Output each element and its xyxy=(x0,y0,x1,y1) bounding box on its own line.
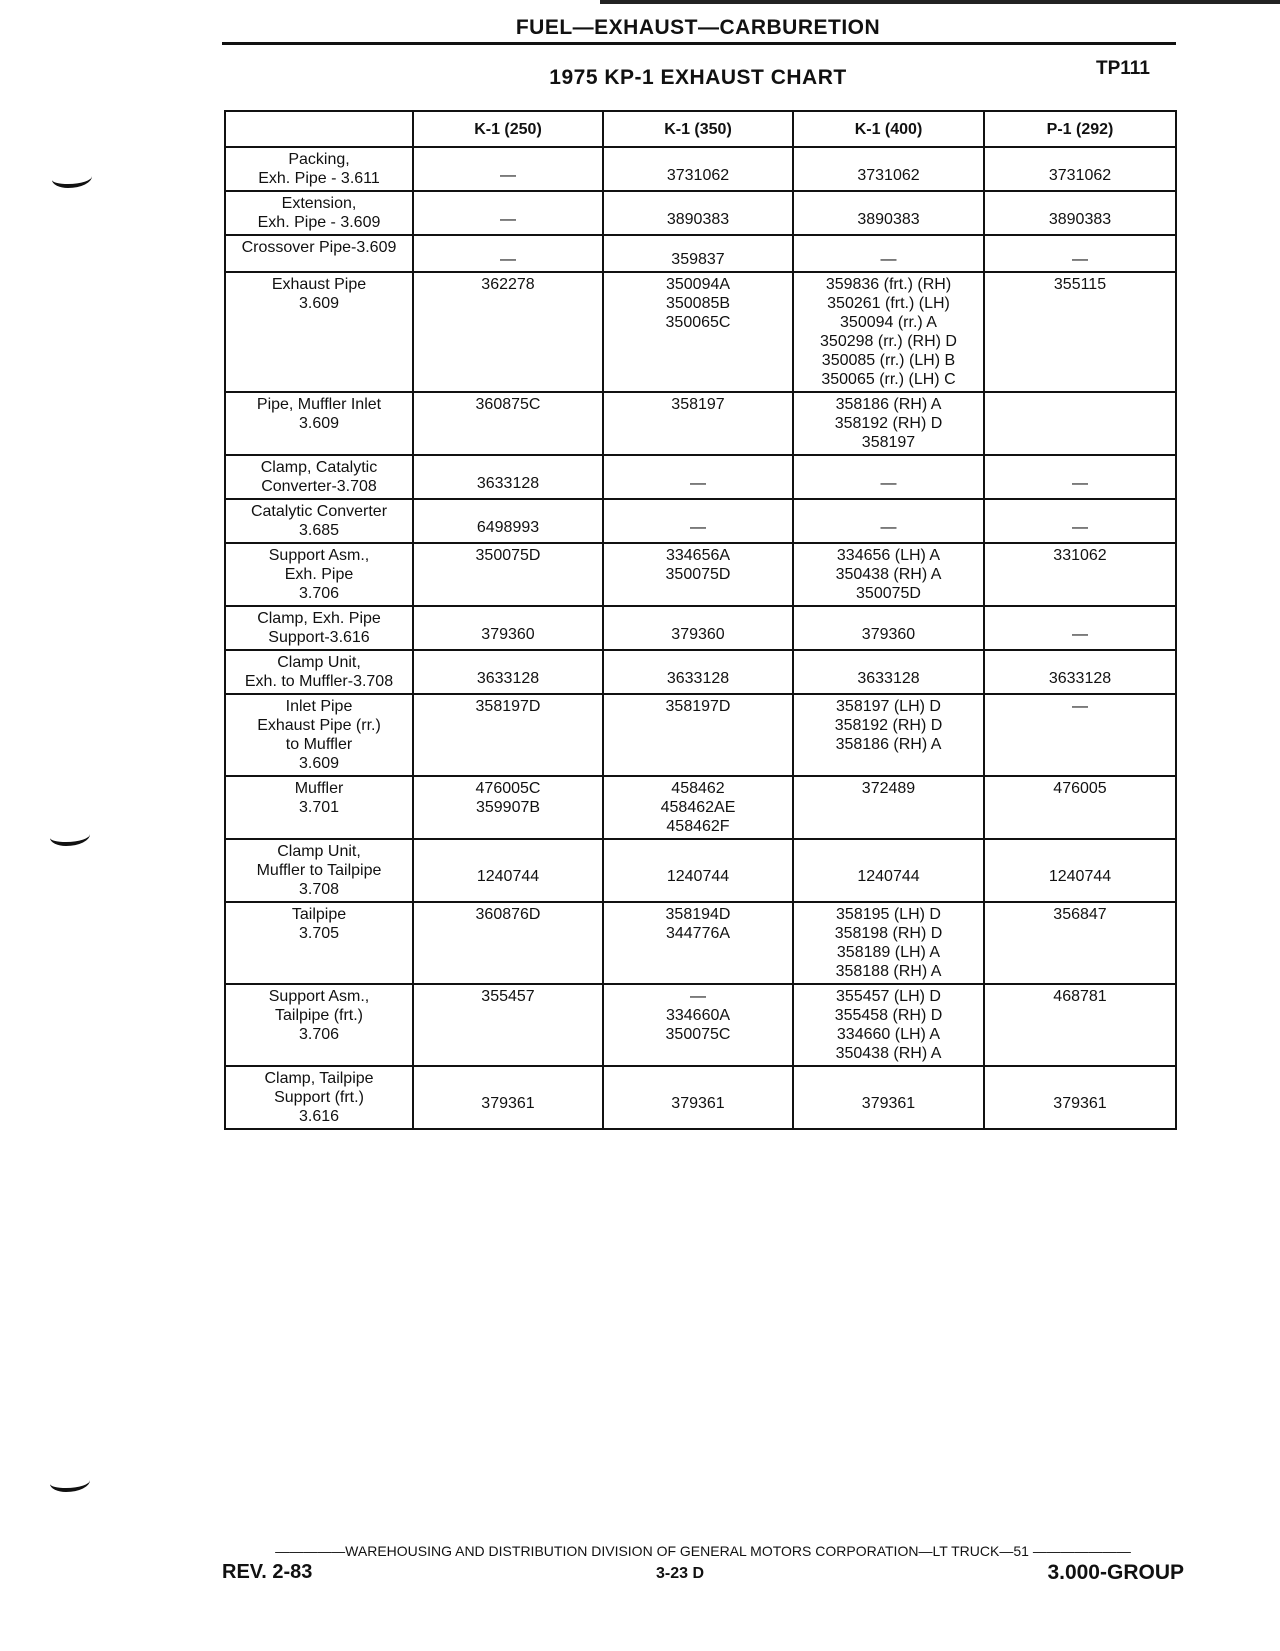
part-number-cell: 358195 (LH) D 358198 (RH) D 358189 (LH) A 358188 (RH) A xyxy=(793,902,984,984)
part-number-cell: 1240744 xyxy=(413,839,603,902)
footer-division-line: —————WAREHOUSING AND DISTRIBUTION DIVISION OF GENERAL MOTORS CORPORATION—LT TRUCK—51 ——————— xyxy=(275,1543,1131,1559)
part-number-cell: — xyxy=(413,147,603,191)
chart-title: 1975 KP-1 EXHAUST CHART xyxy=(549,66,847,89)
table-body xyxy=(225,147,1176,1129)
part-number-cell: 379360 xyxy=(413,606,603,650)
part-number-cell: 379361 xyxy=(603,1066,793,1129)
part-number-cell: 360876D xyxy=(413,902,603,984)
part-description-cell: Tailpipe 3.705 xyxy=(225,902,413,984)
table-row xyxy=(225,839,1176,902)
part-number-cell: 1240744 xyxy=(603,839,793,902)
part-description-cell: Clamp, Catalytic Converter-3.708 xyxy=(225,455,413,499)
part-number-cell: — xyxy=(984,235,1176,272)
part-number-cell: 6498993 xyxy=(413,499,603,543)
part-number-cell: — xyxy=(603,455,793,499)
part-number-cell: 358186 (RH) A 358192 (RH) D 358197 xyxy=(793,392,984,455)
top-edge-line xyxy=(600,0,1280,4)
column-header-3: K-1 (400) xyxy=(793,111,984,147)
table-row xyxy=(225,984,1176,1066)
page-number: 3-23 D xyxy=(656,1565,705,1582)
part-number-cell: — xyxy=(603,499,793,543)
part-description-cell: Inlet Pipe Exhaust Pipe (rr.) to Muffler 3.609 xyxy=(225,694,413,776)
column-header-1: K-1 (250) xyxy=(413,111,603,147)
part-number-cell: 379361 xyxy=(984,1066,1176,1129)
part-description-cell: Clamp, Exh. Pipe Support-3.616 xyxy=(225,606,413,650)
part-number-cell: 476005 xyxy=(984,776,1176,839)
binder-tick-mark xyxy=(50,826,90,846)
part-description-cell: Clamp Unit, Muffler to Tailpipe 3.708 xyxy=(225,839,413,902)
part-description-cell: Exhaust Pipe 3.609 xyxy=(225,272,413,392)
part-number-cell: 3731062 xyxy=(984,147,1176,191)
table-row xyxy=(225,147,1176,191)
part-number-cell: 362278 xyxy=(413,272,603,392)
part-description-cell: Support Asm., Tailpipe (frt.) 3.706 xyxy=(225,984,413,1066)
part-number-cell: 358197 xyxy=(603,392,793,455)
part-number-cell: 359837 xyxy=(603,235,793,272)
part-number-cell: 356847 xyxy=(984,902,1176,984)
part-number-cell: 3633128 xyxy=(984,650,1176,694)
part-number-cell: 358197 (LH) D 358192 (RH) D 358186 (RH) A xyxy=(793,694,984,776)
part-number-cell: 1240744 xyxy=(793,839,984,902)
part-number-cell: — xyxy=(984,499,1176,543)
column-header-item xyxy=(225,111,413,147)
part-number-cell: 334656A 350075D xyxy=(603,543,793,606)
part-number-cell: 350075D xyxy=(413,543,603,606)
part-number-cell: 3633128 xyxy=(793,650,984,694)
part-number-cell: 3731062 xyxy=(793,147,984,191)
part-number-cell: 355457 (LH) D 355458 (RH) D 334660 (LH) A 350438 (RH) A xyxy=(793,984,984,1066)
chart-code: TP111 xyxy=(1096,58,1150,79)
part-description-cell: Crossover Pipe-3.609 xyxy=(225,235,413,272)
part-number-cell: 358194D 344776A xyxy=(603,902,793,984)
part-number-cell: 379361 xyxy=(413,1066,603,1129)
part-description-cell: Clamp, Tailpipe Support (frt.) 3.616 xyxy=(225,1066,413,1129)
part-number-cell: — 334660A 350075C xyxy=(603,984,793,1066)
section-title: FUEL—EXHAUST—CARBURETION xyxy=(515,16,881,39)
part-description-cell: Extension, Exh. Pipe - 3.609 xyxy=(225,191,413,235)
column-header-4: P-1 (292) xyxy=(984,111,1176,147)
part-number-cell: 372489 xyxy=(793,776,984,839)
table-row xyxy=(225,272,1176,392)
part-number-cell: 3633128 xyxy=(413,650,603,694)
part-number-cell: 3890383 xyxy=(603,191,793,235)
part-number-cell: 359836 (frt.) (RH) 350261 (frt.) (LH) 350094 (rr.) A 350298 (rr.) (RH) D 350085 (rr.) (LH) B 350065 (rr.) (LH) C xyxy=(793,272,984,392)
part-number-cell: 3633128 xyxy=(413,455,603,499)
table-row xyxy=(225,392,1176,455)
table-row xyxy=(225,650,1176,694)
part-number-cell: 379361 xyxy=(793,1066,984,1129)
part-number-cell: 358197D xyxy=(603,694,793,776)
part-description-cell: Catalytic Converter 3.685 xyxy=(225,499,413,543)
part-number-cell: 476005C 359907B xyxy=(413,776,603,839)
part-description-cell: Packing, Exh. Pipe - 3.611 xyxy=(225,147,413,191)
column-header-2: K-1 (350) xyxy=(603,111,793,147)
part-number-cell: — xyxy=(984,606,1176,650)
part-number-cell: 331062 xyxy=(984,543,1176,606)
header-rule xyxy=(222,42,1176,45)
part-number-cell: 358197D xyxy=(413,694,603,776)
part-number-cell: 355115 xyxy=(984,272,1176,392)
part-number-cell: 360875C xyxy=(413,392,603,455)
part-number-cell xyxy=(984,392,1176,455)
part-number-cell: 355457 xyxy=(413,984,603,1066)
part-number-cell: — xyxy=(984,455,1176,499)
exhaust-chart-table xyxy=(224,110,1177,1130)
part-number-cell: 468781 xyxy=(984,984,1176,1066)
part-number-cell: 458462 458462AE 458462F xyxy=(603,776,793,839)
binder-tick-mark xyxy=(52,168,92,188)
part-number-cell: 334656 (LH) A 350438 (RH) A 350075D xyxy=(793,543,984,606)
table-row xyxy=(225,499,1176,543)
table-row xyxy=(225,191,1176,235)
table-row xyxy=(225,902,1176,984)
part-description-cell: Clamp Unit, Exh. to Muffler-3.708 xyxy=(225,650,413,694)
part-number-cell: — xyxy=(793,455,984,499)
part-number-cell: 3890383 xyxy=(984,191,1176,235)
part-number-cell: — xyxy=(984,694,1176,776)
table-row xyxy=(225,776,1176,839)
part-description-cell: Muffler 3.701 xyxy=(225,776,413,839)
part-number-cell: 379360 xyxy=(603,606,793,650)
part-number-cell: — xyxy=(793,235,984,272)
part-number-cell: — xyxy=(413,191,603,235)
table-row xyxy=(225,235,1176,272)
binder-tick-mark xyxy=(50,1472,90,1492)
group-label: 3.000-GROUP xyxy=(1047,1561,1184,1584)
part-number-cell: 3890383 xyxy=(793,191,984,235)
part-number-cell: 350094A 350085B 350065C xyxy=(603,272,793,392)
table-row xyxy=(225,455,1176,499)
part-number-cell: 379360 xyxy=(793,606,984,650)
revision-label: REV. 2-83 xyxy=(222,1561,313,1583)
table-row xyxy=(225,606,1176,650)
part-number-cell: — xyxy=(413,235,603,272)
table-row xyxy=(225,1066,1176,1129)
part-number-cell: 3633128 xyxy=(603,650,793,694)
part-description-cell: Support Asm., Exh. Pipe 3.706 xyxy=(225,543,413,606)
table-row xyxy=(225,694,1176,776)
part-number-cell: 1240744 xyxy=(984,839,1176,902)
table-row xyxy=(225,543,1176,606)
part-number-cell: — xyxy=(793,499,984,543)
part-number-cell: 3731062 xyxy=(603,147,793,191)
part-description-cell: Pipe, Muffler Inlet 3.609 xyxy=(225,392,413,455)
header-row xyxy=(225,111,1176,147)
